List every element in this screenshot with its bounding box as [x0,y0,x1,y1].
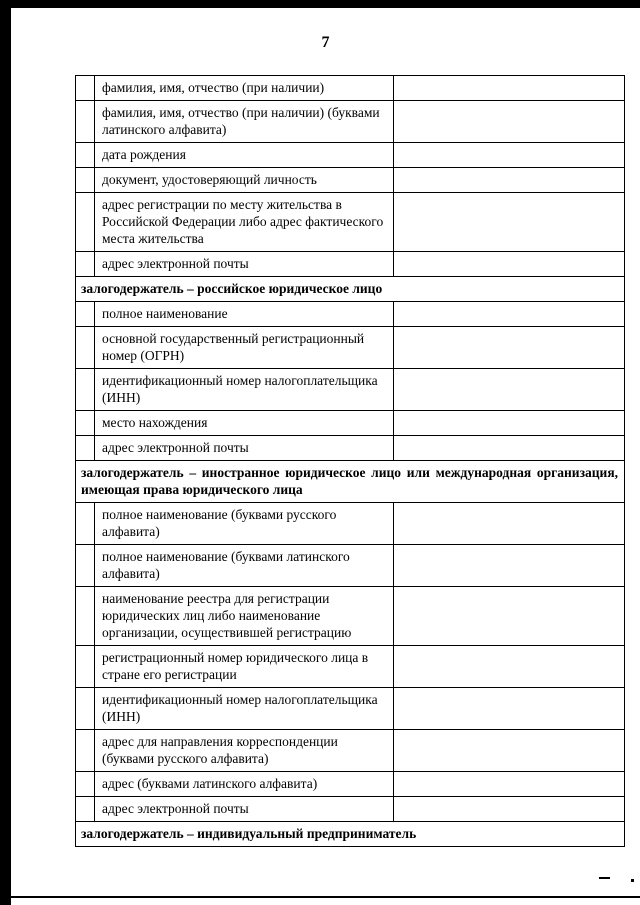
indent-cell [76,688,95,730]
field-value-cell [394,730,625,772]
indent-cell [76,143,95,168]
indent-cell [76,252,95,277]
field-value-cell [394,76,625,101]
field-value-cell [394,545,625,587]
field-value-cell [394,168,625,193]
indent-cell [76,646,95,688]
indent-cell [76,436,95,461]
scan-edge-left [0,0,11,905]
field-row [76,193,625,252]
indent-cell [76,168,95,193]
field-label: дата рождения [95,143,394,168]
field-value-cell [394,327,625,369]
form-table [75,75,625,847]
field-value-cell [394,587,625,646]
field-label: адрес электронной почты [95,436,394,461]
indent-cell [76,772,95,797]
field-label: наименование реестра для регистрации юридических лиц либо наименование организации, осуществившей регистрацию [95,587,394,646]
field-value-cell [394,302,625,327]
field-value-cell [394,411,625,436]
field-row [76,772,625,797]
field-label: регистрационный номер юридического лица в стране его регистрации [95,646,394,688]
field-label: фамилия, имя, отчество (при наличии) (буквами латинского алфавита) [95,101,394,143]
field-row [76,503,625,545]
field-value-cell [394,143,625,168]
field-label: место нахождения [95,411,394,436]
field-row [76,252,625,277]
field-label: полное наименование (буквами русского алфавита) [95,503,394,545]
field-row [76,411,625,436]
field-label: адрес электронной почты [95,797,394,822]
section-header-label: залогодержатель – российское юридическое лицо [76,277,625,302]
field-label: адрес электронной почты [95,252,394,277]
field-row [76,545,625,587]
field-row [76,730,625,772]
indent-cell [76,101,95,143]
field-row [76,646,625,688]
field-row [76,688,625,730]
field-row [76,797,625,822]
indent-cell [76,327,95,369]
field-label: идентификационный номер налогоплательщика (ИНН) [95,369,394,411]
indent-cell [76,411,95,436]
field-label: адрес регистрации по месту жительства в Российской Федерации либо адрес фактического места жительства [95,193,394,252]
scan-artifact-dot [631,879,634,882]
field-row [76,101,625,143]
indent-cell [76,76,95,101]
section-header-row [76,822,625,847]
indent-cell [76,587,95,646]
indent-cell [76,730,95,772]
field-label: адрес для направления корреспонденции (буквами русского алфавита) [95,730,394,772]
field-row [76,369,625,411]
section-header-row [76,277,625,302]
section-header-label: залогодержатель – иностранное юридическое лицо или международная организация, имеющая права юридического лица [76,461,625,503]
indent-cell [76,797,95,822]
field-label: адрес (буквами латинского алфавита) [95,772,394,797]
field-row [76,327,625,369]
indent-cell [76,369,95,411]
field-row [76,302,625,327]
field-label: идентификационный номер налогоплательщика (ИНН) [95,688,394,730]
page-number: 7 [321,34,330,51]
field-row [76,76,625,101]
indent-cell [76,302,95,327]
field-value-cell [394,369,625,411]
field-row [76,436,625,461]
field-value-cell [394,688,625,730]
field-label: документ, удостоверяющий личность [95,168,394,193]
indent-cell [76,545,95,587]
scan-edge-bottom [11,896,640,898]
field-row [76,168,625,193]
field-value-cell [394,252,625,277]
scan-edge-top [0,0,640,8]
field-value-cell [394,772,625,797]
field-label: основной государственный регистрационный номер (ОГРН) [95,327,394,369]
scan-artifact-dash [599,877,610,879]
section-header-row [76,461,625,503]
field-value-cell [394,101,625,143]
field-value-cell [394,503,625,545]
field-label: полное наименование [95,302,394,327]
indent-cell [76,193,95,252]
field-row [76,587,625,646]
field-value-cell [394,436,625,461]
section-header-label: залогодержатель – индивидуальный предприниматель [76,822,625,847]
field-value-cell [394,193,625,252]
field-label: фамилия, имя, отчество (при наличии) [95,76,394,101]
indent-cell [76,503,95,545]
field-value-cell [394,797,625,822]
field-value-cell [394,646,625,688]
field-label: полное наименование (буквами латинского алфавита) [95,545,394,587]
field-row [76,143,625,168]
